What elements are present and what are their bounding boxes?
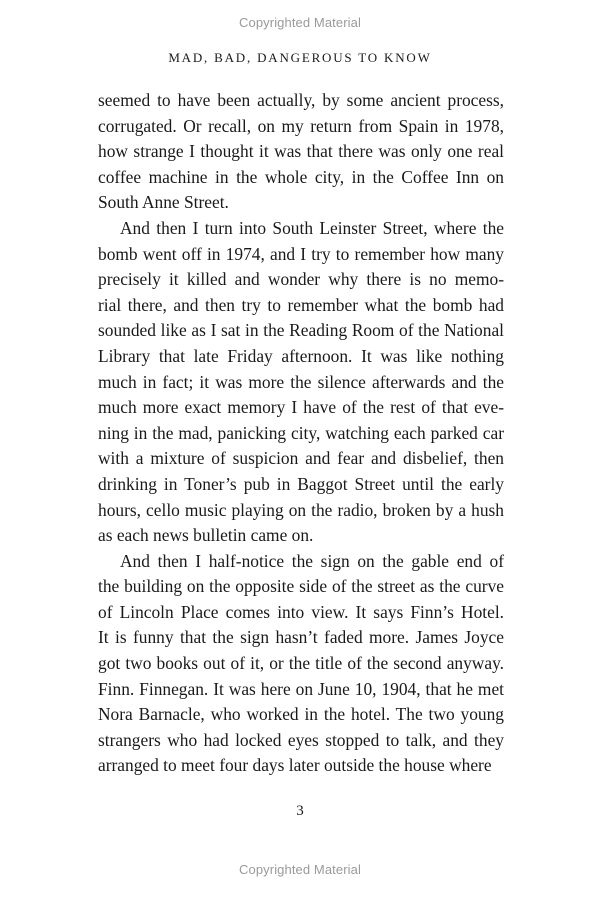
copyright-watermark-bottom: Copyrighted Material bbox=[239, 862, 361, 877]
text-line: sounded like as I sat in the Reading Room of the National bbox=[98, 320, 504, 341]
paragraph bbox=[98, 216, 504, 549]
text-line: much more exact memory I have of the rest of that eve- bbox=[98, 397, 504, 418]
text-line: Finn. Finnegan. It was here on June 10, 1904, that he met bbox=[98, 678, 504, 699]
text-line: Nora Barnacle, who worked in the hotel. The two young bbox=[98, 704, 504, 725]
text-line: with a mixture of suspicion and fear and disbelief, then bbox=[98, 448, 504, 469]
text-line: corrugated. Or recall, on my return from Spain in 1978, bbox=[98, 115, 504, 136]
copyright-watermark-top: Copyrighted Material bbox=[239, 15, 361, 30]
body-text bbox=[98, 88, 504, 779]
text-line: arranged to meet four days later outside the house where bbox=[98, 755, 492, 776]
text-line: seemed to have been actually, by some ancient process, bbox=[98, 90, 504, 110]
text-line: drinking in Toner’s pub in Baggot Street until the early bbox=[98, 473, 504, 494]
text-line: as each news bulletin came on. bbox=[98, 525, 314, 546]
text-line: South Anne Street. bbox=[98, 192, 229, 213]
text-line: much in fact; it was more the silence afterwards and the bbox=[98, 371, 504, 392]
text-line: strangers who had locked eyes stopped to talk, and they bbox=[98, 729, 504, 750]
text-line: It is funny that the sign hasn’t faded more. James Joyce bbox=[98, 627, 504, 648]
text-line: hours, cello music playing on the radio, broken by a hush bbox=[98, 499, 504, 520]
running-head: MAD, BAD, DANGEROUS TO KNOW bbox=[168, 50, 432, 65]
page-number: 3 bbox=[296, 803, 304, 819]
text-line: how strange I thought it was that there was only one real bbox=[98, 141, 504, 162]
text-line: bomb went off in 1974, and I try to remember how many bbox=[98, 243, 504, 264]
text-line: And then I turn into South Leinster Street, where the bbox=[120, 217, 504, 238]
text-line: precisely it killed and wonder why there is no memo- bbox=[98, 269, 504, 290]
text-line: ning in the mad, panicking city, watching each parked car bbox=[98, 422, 504, 443]
text-line: the building on the opposite side of the street as the curve bbox=[98, 576, 504, 597]
text-line: Library that late Friday afternoon. It was like nothing bbox=[98, 345, 504, 366]
text-line: of Lincoln Place comes into view. It says Finn’s Hotel. bbox=[98, 601, 504, 622]
text-line: coffee machine in the whole city, in the Coffee Inn on bbox=[98, 166, 504, 187]
paragraph bbox=[98, 549, 504, 779]
text-line: And then I half-notice the sign on the gable end of bbox=[120, 550, 504, 571]
text-line: rial there, and then try to remember what the bomb had bbox=[98, 294, 504, 315]
text-line: got two books out of it, or the title of the second anyway. bbox=[98, 653, 504, 674]
paragraph bbox=[98, 88, 504, 216]
